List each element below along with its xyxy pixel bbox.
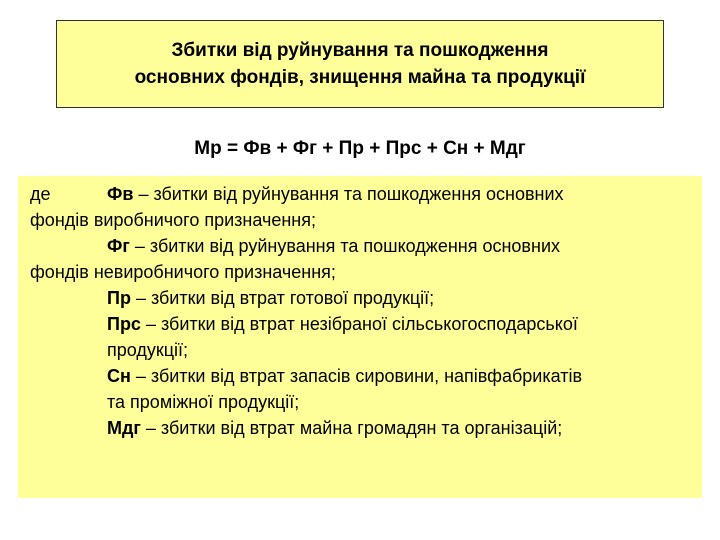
legend-continuation: фондів невиробничого призначення; xyxy=(30,262,336,282)
legend-symbol: Мдг xyxy=(107,418,141,438)
legend-symbol: Фв xyxy=(107,184,134,204)
legend-text: – збитки від руйнування та пошкодження основних xyxy=(133,184,564,204)
legend-text: – збитки від втрат незібраної сільськогосподарської xyxy=(140,314,578,334)
title-line-1: Збитки від руйнування та пошкодження xyxy=(171,40,549,61)
legend-text: – збитки від втрат майна громадян та організацій; xyxy=(140,418,563,438)
legend-item-mdg xyxy=(30,415,702,441)
legend-item-sn xyxy=(30,363,702,389)
legend-symbol: Пр xyxy=(107,288,131,308)
legend-symbol: Сн xyxy=(107,366,131,386)
legend-item-pr xyxy=(30,285,702,311)
legend-continuation: продукції; xyxy=(107,340,189,360)
formula: Мр = Фв + Фг + Пр + Прс + Сн + Мдг xyxy=(194,138,526,159)
legend-continuation: фондів виробничого призначення; xyxy=(30,210,316,230)
legend-item-fv xyxy=(30,181,702,207)
legend-box xyxy=(18,176,702,498)
legend-text: – збитки від руйнування та пошкодження основних xyxy=(129,236,560,256)
title-line-2: основних фондів, знищення майна та продукції xyxy=(134,67,586,88)
legend-lead: де xyxy=(30,184,51,204)
legend-text: – збитки від втрат запасів сировини, напівфабрикатів xyxy=(130,366,583,386)
legend-item-prs xyxy=(30,311,702,337)
legend-symbol: Прс xyxy=(107,314,141,334)
title-box xyxy=(56,20,664,108)
legend-symbol: Фг xyxy=(107,236,130,256)
legend-item-fg xyxy=(30,233,702,259)
legend-text: – збитки від втрат готової продукції; xyxy=(130,288,435,308)
legend-continuation: та проміжної продукції; xyxy=(107,392,300,412)
